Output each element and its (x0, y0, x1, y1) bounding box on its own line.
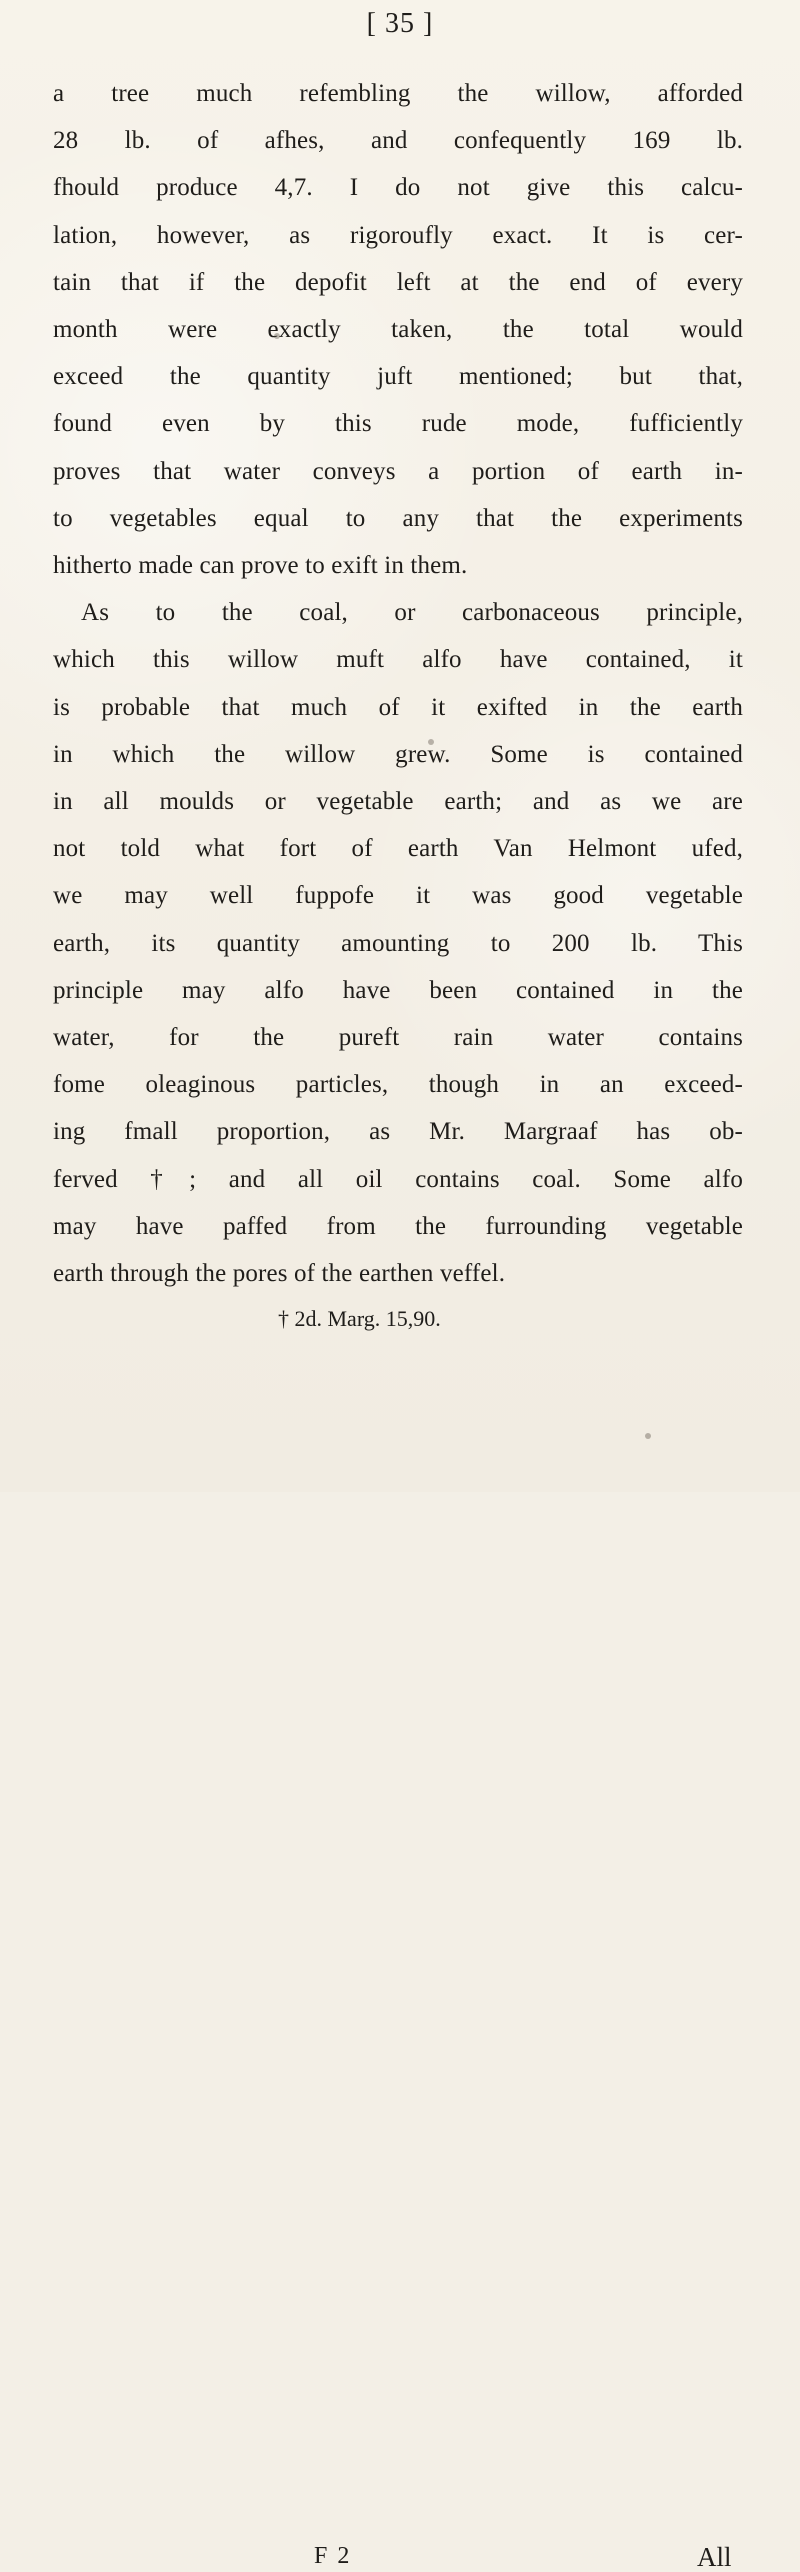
text-line-17: not told what fort of earth Van Helmont ufed, (53, 835, 743, 863)
text-line-6: month were exactly taken, the total would (53, 316, 743, 344)
text-line-5: tain that if the depofit left at the end of every (53, 268, 743, 296)
text-line-16: in all moulds or vegetable earth; and as we are (53, 788, 743, 816)
text-line-15: in which the willow grew. Some is contained (53, 740, 743, 768)
text-line-10: to vegetables equal to any that the experiments (53, 504, 743, 532)
text-line-14: is probable that much of it exifted in the earth (53, 693, 743, 721)
text-line-21: water, for the pureft rain water contains (53, 1024, 743, 1052)
text-line-24: ferved †; and all oil contains coal. Some alfo (53, 1165, 743, 1193)
text-line-4: lation, however, as rigoroufly exact. It is cer- (53, 221, 743, 249)
page-header: [ 35 ] (366, 8, 434, 39)
paper-speck (274, 333, 280, 339)
text-line-7: exceed the quantity juft mentioned; but that, (53, 363, 743, 391)
paper-speck (428, 739, 434, 745)
text-line-19: earth, its quantity amounting to 200 lb. This (53, 929, 743, 957)
text-line-18: we may well fuppofe it was good vegetable (53, 882, 743, 910)
text-line-9: proves that water conveys a portion of earth in- (53, 457, 743, 485)
text-line-8: found even by this rude mode, fufficiently (53, 410, 743, 438)
text-line-25: may have paffed from the furrounding vegetable (53, 1212, 743, 1240)
text-line-13: which this willow muft alfo have contained, it (53, 646, 743, 674)
text-line-11: hitherto made can prove to exift in them. (53, 552, 468, 580)
paper-speck (645, 1433, 651, 1439)
text-line-20: principle may alfo have been contained in the (53, 976, 743, 1004)
text-line-23: ing fmall proportion, as Mr. Margraaf has ob- (53, 1118, 743, 1146)
text-line-2: 28 lb. of afhes, and confequently 169 lb. (53, 127, 743, 155)
text-line-1: a tree much refembling the willow, afforded (53, 80, 743, 107)
signature-mark: F 2 (314, 2543, 352, 2569)
text-line-3: fhould produce 4,7. I do not give this calcu- (53, 174, 743, 202)
text-line-22: fome oleaginous particles, though in an exceed- (53, 1071, 743, 1099)
text-line-12: As to the coal, or carbonaceous principle, (81, 599, 743, 627)
body-text (53, 70, 743, 1297)
catchword: All (697, 2542, 732, 2572)
footnote: † 2d. Marg. 15,90. (278, 1306, 441, 1331)
text-line-26: earth through the pores of the earthen veffel. (53, 1260, 506, 1288)
